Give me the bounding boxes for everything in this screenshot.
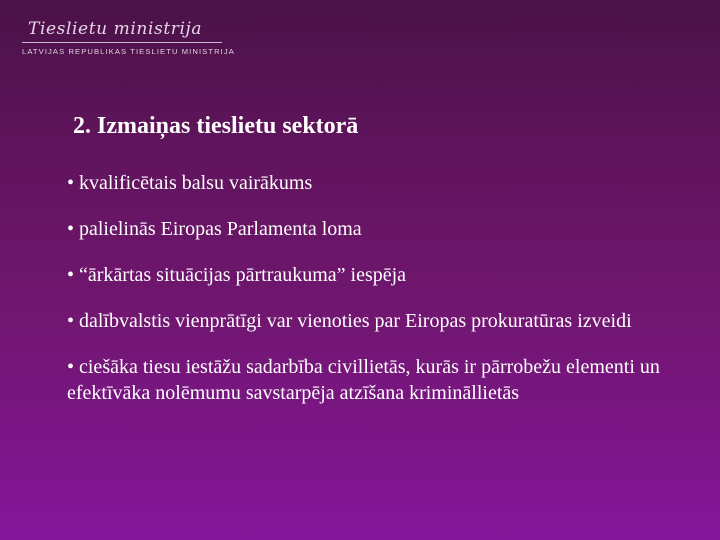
logo-divider (22, 42, 222, 43)
slide-title: 2. Izmaiņas tieslietu sektorā (73, 113, 359, 139)
bullet-item: • palielinās Eiropas Parlamenta loma (67, 218, 362, 240)
bullet-item: • ciešāka tiesu iestāžu sadarbība civillietās, kurās ir pārrobežu elementi un efektīvāka nolēmumu savstarpēja atzīšana krimināllietās (67, 356, 660, 404)
bullet-item: • kvalificētais balsu vairākums (67, 172, 313, 194)
logo-name: Tieslietu ministrija (28, 19, 203, 39)
bullet-item: • “ārkārtas situācijas pārtraukuma” iespēja (67, 264, 407, 286)
bullet-list (67, 170, 687, 426)
logo-subtitle: LATVIJAS REPUBLIKAS TIESLIETU MINISTRIJA (22, 47, 235, 56)
bullet-item: • dalībvalstis vienprātīgi var vienoties par Eiropas prokuratūras izveidi (67, 310, 632, 332)
ministry-logo (22, 18, 237, 56)
